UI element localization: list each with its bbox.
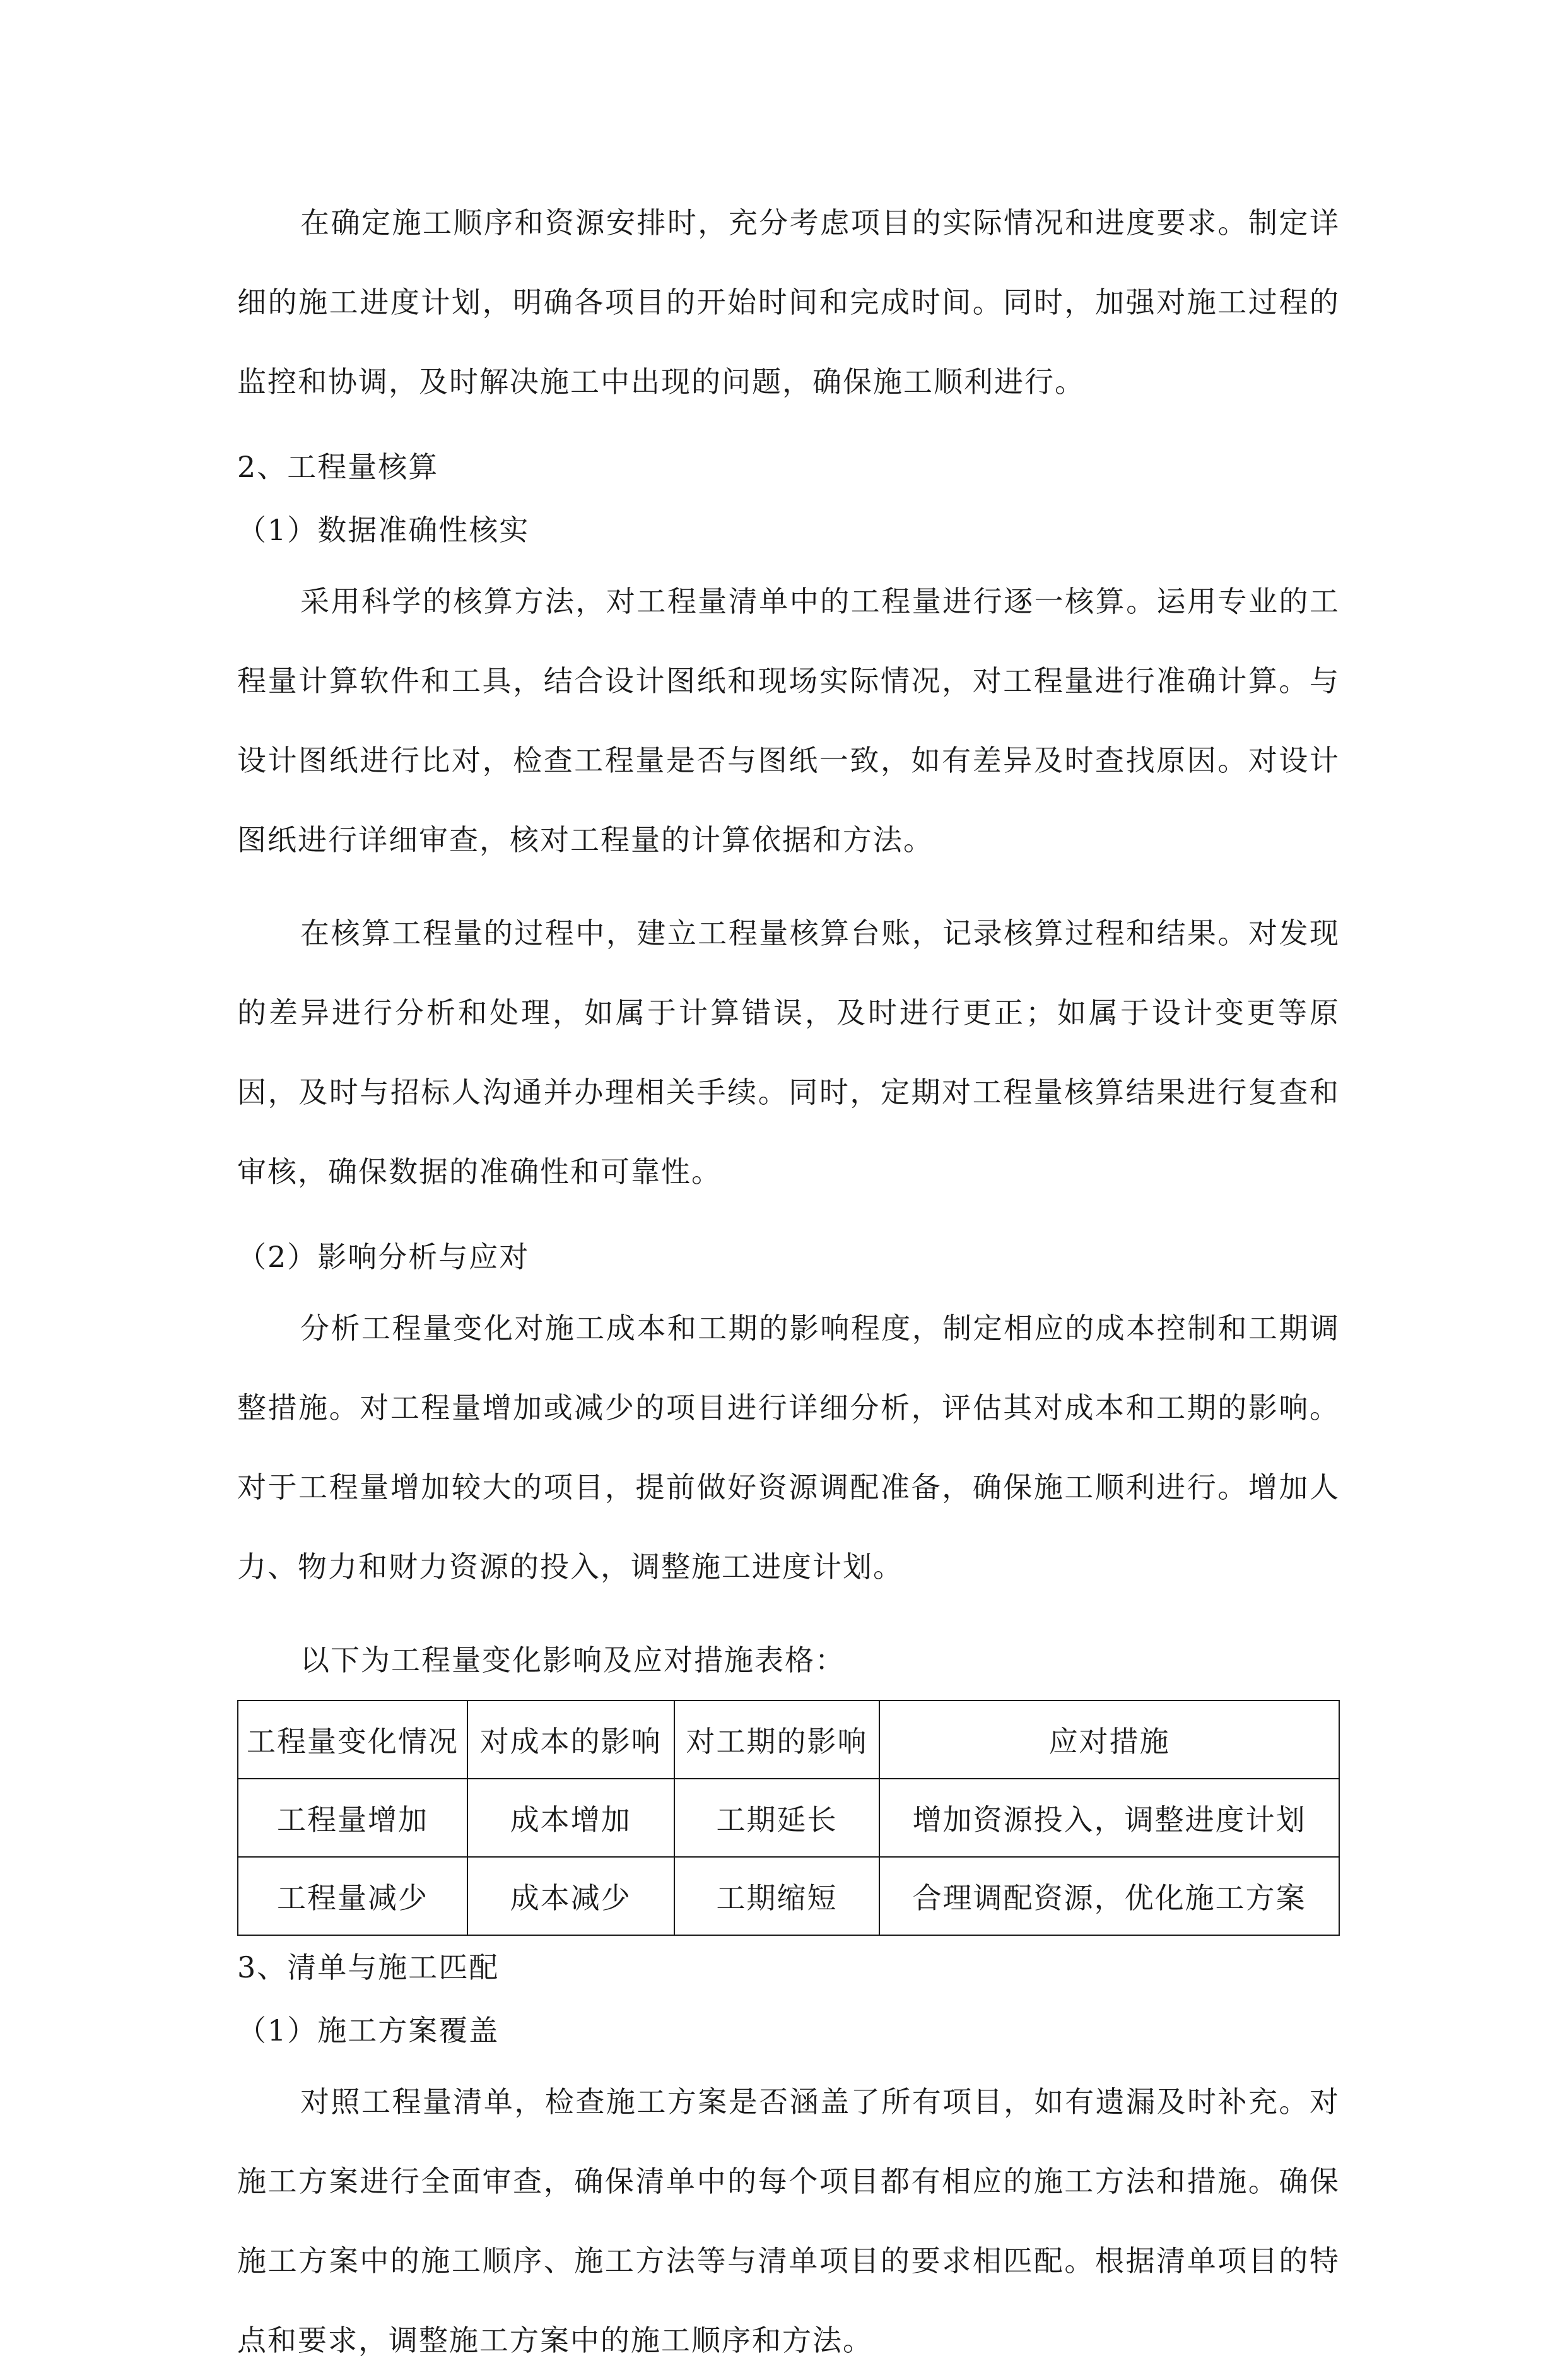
intro-paragraph: 在确定施工顺序和资源安排时，充分考虑项目的实际情况和进度要求。制定详细的施工进度计划，明确各项目的开始时间和完成时间。同时，加强对施工过程的监控和协调，及时解决施工中出现的问题，确保施工顺利进行。	[237, 206, 1340, 399]
section-2-1-paragraph-1: 采用科学的核算方法，对工程量清单中的工程量进行逐一核算。运用专业的工程量计算软件和工具，结合设计图纸和现场实际情况，对工程量进行准确计算。与设计图纸进行比对，检查工程量是否与图纸一致，如有差异及时查找原因。对设计图纸进行详细审查，核对工程量的计算依据和方法。	[237, 584, 1340, 857]
document-body	[237, 183, 1340, 2380]
table-header-cell: 对成本的影响	[467, 1700, 674, 1779]
spacer	[237, 421, 1340, 435]
table-intro-text: 以下为工程量变化影响及应对措施表格：	[300, 1643, 845, 1677]
table-cell: 成本增加	[467, 1779, 674, 1857]
section-3-heading: 3、清单与施工匹配	[237, 1950, 500, 1984]
spacer	[237, 880, 1340, 893]
impact-measures-table	[237, 1700, 1340, 1936]
spacer	[237, 1606, 1340, 1620]
section-2-2-heading: （2）影响分析与应对	[237, 1240, 530, 1274]
table-cell: 成本减少	[467, 1857, 674, 1935]
table-cell: 工期延长	[674, 1779, 880, 1857]
section-2-2-paragraph-1: 分析工程量变化对施工成本和工期的影响程度，制定相应的成本控制和工期调整措施。对工程量增加或减少的项目进行详细分析，评估其对成本和工期的影响。对于工程量增加较大的项目，提前做好资源调配准备，确保施工顺利进行。增加人力、物力和财力资源的投入，调整施工进度计划。	[237, 1311, 1340, 1584]
table-header-cell: 对工期的影响	[674, 1700, 880, 1779]
table-cell: 工期缩短	[674, 1857, 880, 1935]
table-row	[238, 1857, 1339, 1935]
table-cell: 合理调配资源，优化施工方案	[879, 1857, 1339, 1935]
table-header-cell: 工程量变化情况	[238, 1700, 467, 1779]
spacer	[237, 1211, 1340, 1225]
section-2-heading: 2、工程量核算	[237, 450, 439, 484]
table-header-row	[238, 1700, 1339, 1779]
section-3-1-heading: （1）施工方案覆盖	[237, 2013, 500, 2047]
table-row	[238, 1779, 1339, 1857]
table-header-cell: 应对措施	[879, 1700, 1339, 1779]
section-3-1-paragraph-1: 对照工程量清单，检查施工方案是否涵盖了所有项目，如有遗漏及时补充。对施工方案进行全面审查，确保清单中的每个项目都有相应的施工方法和措施。确保施工方案中的施工顺序、施工方法等与清单项目的要求相匹配。根据清单项目的特点和要求，调整施工方案中的施工顺序和方法。	[237, 2085, 1340, 2357]
section-2-1-paragraph-2: 在核算工程量的过程中，建立工程量核算台账，记录核算过程和结果。对发现的差异进行分析和处理，如属于计算错误，及时进行更正；如属于设计变更等原因，及时与招标人沟通并办理相关手续。同时，定期对工程量核算结果进行复查和审核，确保数据的准确性和可靠性。	[237, 916, 1340, 1189]
table-cell: 增加资源投入，调整进度计划	[879, 1779, 1339, 1857]
table-cell: 工程量增加	[238, 1779, 467, 1857]
section-2-1-heading: （1）数据准确性核实	[237, 513, 530, 547]
table-cell: 工程量减少	[238, 1857, 467, 1935]
